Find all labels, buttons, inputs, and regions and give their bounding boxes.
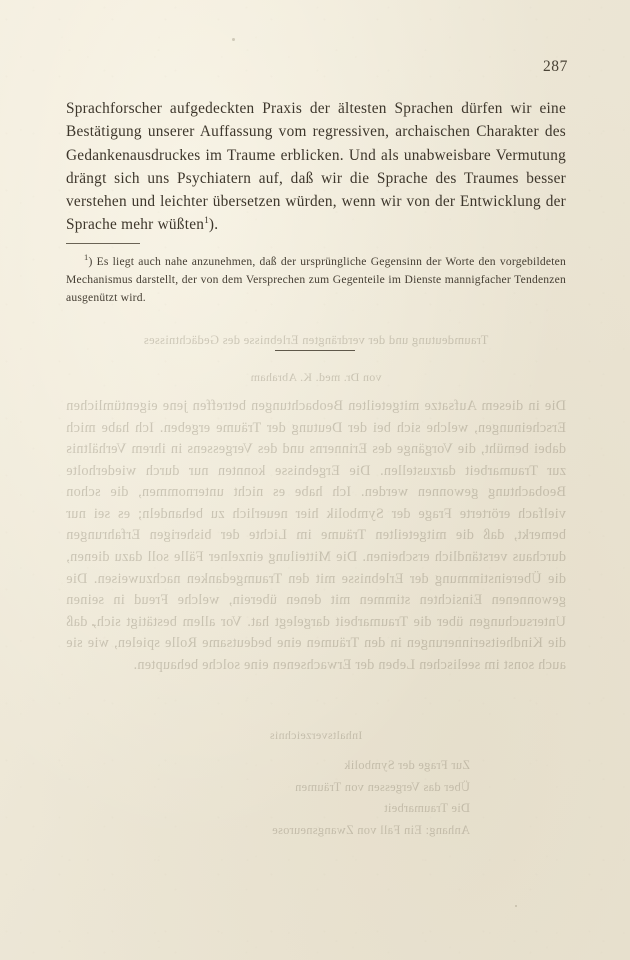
bleed-through-list-item: Über das Vergessen von Träumen bbox=[294, 779, 470, 794]
body-paragraph bbox=[66, 97, 566, 237]
body-paragraph-ending: ). bbox=[208, 216, 219, 234]
bleed-through-subheading: von Dr. med. K. Abraham bbox=[250, 370, 382, 384]
bleed-through-list-item: Anhang: Ein Fall von Zwangsneurose bbox=[271, 823, 470, 838]
bleed-through-paragraph: Die in diesem Aufsatze mitgeteilten Beobachtungen betreffen jene eigentümlichen Erscheinungen, welche sich bei der Deutung der Träume ergeben. Ich habe mich dabei bemüht, die Vorgänge des Erinnerns und des Vergessens in ihrem Verhältnis zur Traumarbeit darzustellen. Die Ergebnisse konnten nur durch wiederholte Beobachtung gewonnen werden. Ich habe es nicht unternommen, die schon vielfach erörterte Frage der Symbolik hier neuerlich zu behandeln; es sei nur bemerkt, daß die mitgeteilten Träume im Lichte der bisherigen Erfahrungen durchaus verständlich erscheinen. Die Mitteilung einzelner Fälle soll dazu dienen, die Übereinstimmung der Erlebnisse mit den Traumgedanken nachzuweisen. Die gewonnenen Einsichten stimmen mit denen überein, welche Freud in seinen Untersuchungen über die Traumarbeit dargelegt hat. Vor allem bestätigt sich, daß die Kindheitserinnerungen in den Träumen eine bedeutsame Rolle spielen, wie sie auch sonst im seelischen Leben der Erwachsenen eine solche behaupten. bbox=[66, 398, 566, 673]
bleed-through-heading: Traumdeutung und der verdrängten Erlebnisse des Gedächtnisses bbox=[143, 333, 489, 347]
footnote-text: ) Es liegt auch nahe anzunehmen, daß der ursprüngliche Gegensinn der Worte den vorgebildeten Mechanismus darstellt, der von dem Versprechen zum Gegenteile im Dienste mannigfacher Tendenzen ausgenützt wird. bbox=[66, 254, 566, 305]
paper-speck bbox=[515, 905, 517, 907]
bleed-through-list bbox=[170, 755, 470, 842]
bleed-through-list-item: Die Traumarbeit bbox=[383, 801, 470, 816]
paper-speck bbox=[232, 38, 235, 41]
page-number: 287 bbox=[542, 58, 568, 75]
bleed-through-list-item: Zur Frage der Symbolik bbox=[343, 758, 470, 772]
paper-speck bbox=[92, 624, 94, 626]
section-divider-rule bbox=[275, 350, 355, 351]
footnote bbox=[66, 251, 566, 308]
footnote-reference-marker: 1 bbox=[204, 216, 209, 227]
body-paragraph-text: Sprachforscher aufgedeckten Praxis der ältesten Sprachen dürfen wir eine Bestätigung unserer Auffassung vom regressiven, archaischen Charakter des Gedankenausdruckes im Traume erblicken. Und als unabweisbare Vermutung drängt sich uns Psychiatern auf, daß wir die Sprache des Traumes besser verstehen und leichter übersetzen würden, wenn wir von der Entwicklung der Sprache mehr wüßten bbox=[66, 100, 566, 234]
footnote-marker: 1 bbox=[84, 252, 89, 262]
footnote-separator-rule bbox=[66, 243, 140, 244]
bleed-through-list-title: Inhaltsverzeichnis bbox=[269, 728, 363, 742]
